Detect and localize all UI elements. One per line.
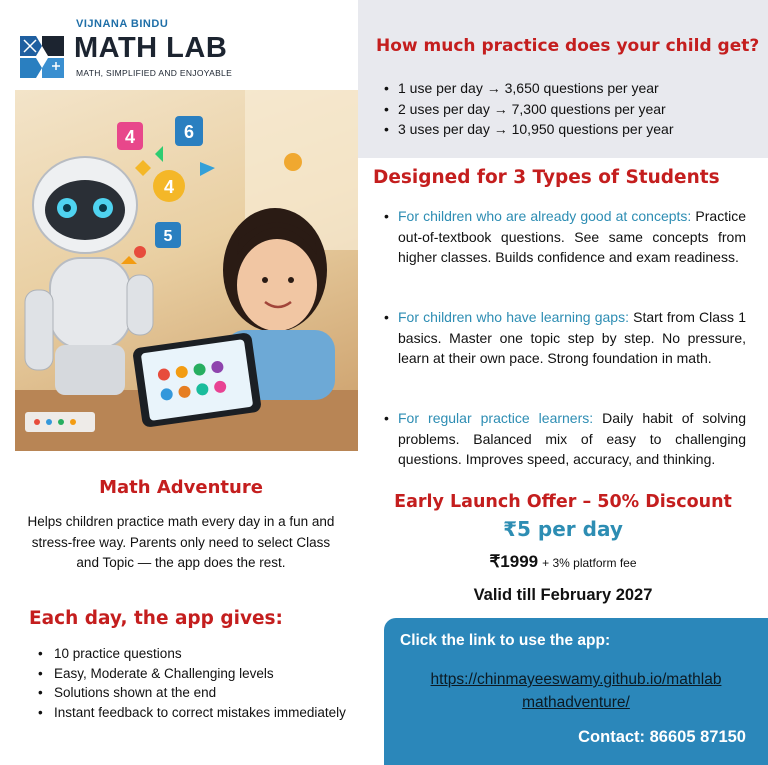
student-type-lead: For children who have learning gaps:	[398, 309, 629, 325]
students-title: Designed for 3 Types of Students	[373, 167, 720, 188]
link-box	[384, 618, 768, 765]
student-type-lead: For regular practice learners:	[398, 410, 594, 426]
svg-text:6: 6	[183, 122, 195, 142]
student-type-item	[384, 408, 746, 470]
practice-item: • 2 uses per day → 7,300 questions per year	[384, 99, 674, 120]
girl-face	[237, 239, 317, 331]
daily-item: • Solutions shown at the end	[38, 683, 346, 703]
daily-item: • Easy, Moderate & Challenging levels	[38, 664, 346, 684]
practice-item: • 1 use per day → 3,650 questions per year	[384, 78, 674, 99]
brand-tagline: MATH, SIMPLIFIED AND ENJOYABLE	[76, 68, 233, 78]
math-lab-logo-icon	[20, 32, 64, 80]
student-type-text: Practice out-of-textbook questions. See same concepts from higher classes. Builds confidence and exam readiness.	[398, 208, 746, 265]
offer-fee: + 3% platform fee	[542, 556, 637, 570]
daily-title: Each day, the app gives:	[29, 608, 283, 629]
illustration-art	[15, 90, 358, 451]
student-type-lead: For children who are already good at concepts:	[398, 208, 692, 224]
adventure-title: Math Adventure	[99, 477, 263, 498]
robot-body	[50, 258, 130, 348]
offer-validity: Valid till February 2027	[473, 586, 653, 604]
daily-item: • 10 practice questions	[38, 644, 346, 664]
daily-item: • Instant feedback to correct mistakes immediately	[38, 703, 346, 723]
practice-item: • 3 uses per day → 10,950 questions per year	[384, 119, 674, 140]
svg-text:4: 4	[124, 127, 136, 147]
brand-title: MATH LAB	[74, 32, 228, 64]
daily-list	[38, 644, 346, 722]
link-heading: Click the link to use the app:	[400, 632, 611, 649]
student-type-item	[384, 206, 746, 268]
practice-title: How much practice does your child get?	[376, 36, 760, 56]
offer-price-line	[358, 552, 768, 572]
offer-price: ₹1999	[489, 552, 539, 571]
offer-title: Early Launch Offer – 50% Discount	[394, 492, 732, 512]
student-type-item	[384, 307, 746, 369]
student-type-text: Daily habit of solving problems. Balanced mix of easy to challenging questions. Improves speed, accuracy, and thinking.	[398, 410, 746, 467]
svg-text:5: 5	[163, 228, 173, 245]
offer-per-day: ₹5 per day	[503, 517, 623, 541]
app-link[interactable]: https://chinmayeeswamy.github.io/mathlab mathadventure/	[430, 671, 722, 711]
brand-subtitle: VIJNANA BINDU	[76, 18, 169, 30]
svg-text:4: 4	[163, 177, 175, 197]
adventure-description: Helps children practice math every day in a fun and stress-free way. Parents only need to select Class and Topic — the app does the rest.	[27, 514, 335, 570]
robot-child-illustration	[15, 90, 358, 451]
student-type-text: Start from Class 1 basics. Master one topic step by step. No pressure, learn at their own pace. Strong foundation in math.	[398, 309, 746, 366]
contact-number: Contact: 86605 87150	[578, 728, 746, 746]
practice-list	[384, 78, 674, 140]
